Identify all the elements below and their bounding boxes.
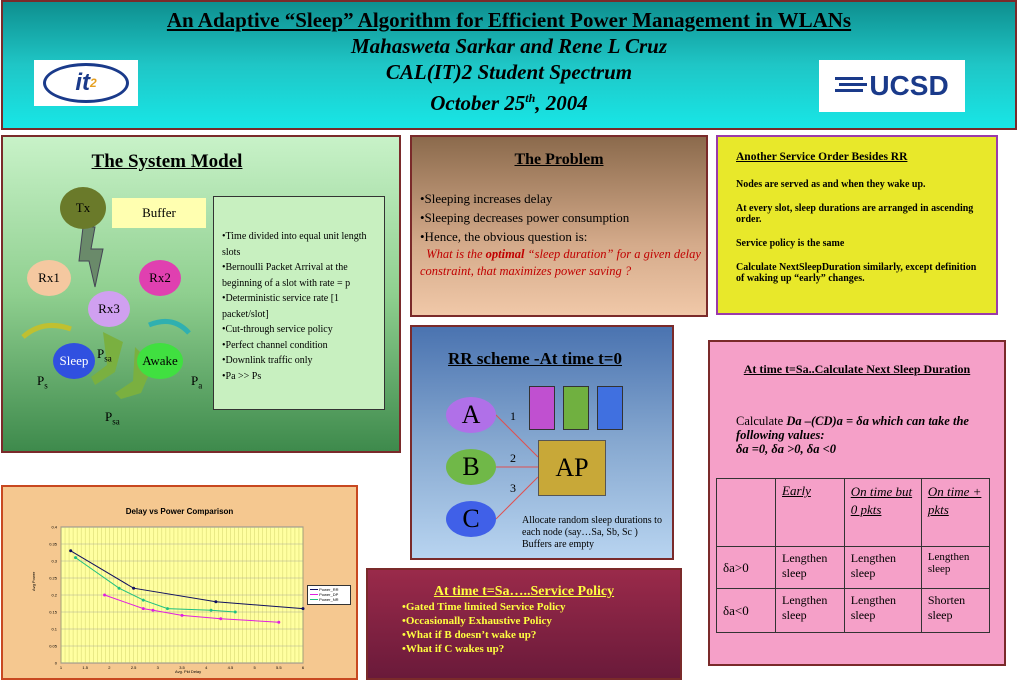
rr-scheme-title: RR scheme -At time t=0 (448, 349, 622, 368)
x-tick-label: 1 (59, 665, 63, 670)
poster-authors: Mahasweta Sarkar and Rene L Cruz (350, 34, 668, 58)
rx3-node: Rx3 (88, 291, 130, 327)
link-line (496, 477, 538, 519)
link-number: 1 (510, 409, 516, 423)
x-tick-label: 1.5 (82, 665, 88, 670)
data-point (302, 607, 305, 610)
assumption-item: •Pa >> Ps (222, 370, 262, 382)
tx-node: Tx (60, 187, 106, 229)
y-tick-label: 0.2 (51, 592, 57, 598)
data-point (219, 617, 222, 620)
y-tick-label: 0.25 (49, 575, 57, 581)
calc-panel (708, 340, 1006, 666)
chart-xlabel: Avg. Pkt Delay (175, 669, 202, 674)
y-tick-label: 0.15 (49, 609, 57, 615)
y-tick-label: 0.05 (49, 643, 57, 649)
policy-item: •Gated Time limited Service Policy (402, 601, 566, 613)
another-order-line: Service policy is the same (736, 238, 845, 249)
data-point (166, 607, 169, 610)
table-row: δa<0 Lengthen sleep Lengthen sleep Shorten sleep (717, 589, 990, 633)
x-tick-label: 6 (301, 665, 305, 670)
another-order-panel (716, 135, 998, 315)
data-point (210, 609, 213, 612)
assumption-item: •Downlink traffic only (222, 355, 313, 366)
data-point (103, 594, 106, 597)
rr-scheme-panel (410, 325, 674, 560)
ucsd-emblem-icon (835, 74, 869, 98)
lightning-icon (79, 227, 103, 287)
assumption-item: •Bernoulli Packet Arrival at the beginning of a slot with rate = p (222, 262, 351, 289)
another-order-line: Calculate NextSleepDuration similarly, except definition of waking up “early” changes. (736, 262, 977, 284)
data-point (142, 599, 145, 602)
pa-label: $P_a$ (191, 373, 203, 391)
data-point (234, 611, 237, 614)
poster-title: An Adaptive “Sleep” Algorithm for Efficient Power Management in WLANs (166, 8, 852, 32)
problem-panel (410, 135, 708, 317)
y-tick-label: 0.3 (51, 558, 57, 564)
rr-note: Allocate random sleep durations to each node (say…Sa, Sb, Sc ) Buffers are empty (522, 515, 662, 550)
buffer-b (563, 386, 589, 430)
delay-power-chart-panel (1, 485, 358, 680)
another-order-title: Another Service Order Besides RR (736, 151, 908, 163)
x-tick-label: 5 (253, 665, 256, 670)
legend-entry: Power_RR (310, 587, 348, 592)
data-point (142, 607, 145, 610)
calc-formula: Calculate Da –(CD)a = δa which can take the following values: δa =0, δa >0, δa <0 (736, 414, 969, 456)
buffer-box: Buffer (112, 198, 206, 228)
x-tick-label: 3 (156, 665, 159, 670)
table-header (717, 479, 776, 547)
data-point (69, 549, 72, 552)
data-point (132, 587, 135, 590)
y-tick-label: 0.35 (49, 541, 57, 547)
link-number: 3 (510, 481, 516, 495)
problem-item: •Sleeping increases delay (420, 191, 553, 206)
assumption-item: •Perfect channel condition (222, 339, 328, 351)
legend-entry: Power_DP (310, 592, 348, 597)
self-loop-arrow-icon (149, 321, 189, 333)
assumption-item: •Cut-through service policy (222, 324, 333, 335)
problem-item: •Sleeping decreases power consumption (420, 210, 630, 225)
service-policy-title: At time t=Sa…..Service Policy (433, 584, 615, 599)
y-tick-label: 0.4 (51, 524, 57, 530)
legend-entry: Power_NR (310, 597, 348, 602)
table-header: Early (776, 479, 845, 547)
chart-ylabel: Avg Power (31, 571, 36, 591)
x-tick-label: 5.5 (276, 665, 282, 670)
buffer-c (597, 386, 623, 430)
chart-legend (307, 585, 351, 605)
table-header: On time but 0 pkts (844, 479, 921, 547)
table-header: On time + pkts (921, 479, 989, 547)
table-row: δa>0 Lengthen sleep Lengthen sleep Lengthen sleep (717, 547, 990, 589)
another-order-line: Nodes are served as and when they wake up. (736, 179, 926, 190)
rx2-node: Rx2 (139, 260, 181, 296)
node-b: B (446, 449, 496, 485)
x-tick-label: 4.5 (227, 665, 234, 670)
assumption-item: •Deterministic service rate [1 packet/slot] (222, 293, 340, 320)
policy-item: •Occasionally Exhaustive Policy (402, 615, 552, 627)
calc-title: At time t=Sa..Calculate Next Sleep Duration (743, 362, 971, 376)
x-tick-label: 4 (205, 665, 208, 670)
system-model-title: The System Model (91, 151, 243, 172)
link-number: 2 (510, 451, 516, 465)
awake-state: Awake (137, 343, 183, 379)
poster-date: October 25th, 2004 (430, 91, 588, 115)
sleep-state: Sleep (53, 343, 95, 379)
access-point: AP (538, 440, 606, 496)
calit2-logo: it 2 (34, 60, 138, 106)
psa-top-label: $P_{sa}$ (97, 346, 112, 364)
data-point (214, 600, 217, 603)
ucsd-logo: UCSD (819, 60, 965, 112)
x-tick-label: 3.5 (179, 665, 185, 670)
buffer-a (529, 386, 555, 430)
data-point (74, 556, 77, 559)
ps-label: $P_s$ (37, 373, 48, 391)
poster-venue: CAL(IT)2 Student Spectrum (385, 60, 633, 84)
data-point (277, 621, 280, 624)
self-loop-arrow-icon (23, 325, 71, 337)
data-point (118, 587, 121, 590)
service-policy-panel (366, 568, 682, 680)
assumption-item: •Time divided into equal unit length slots (222, 231, 367, 258)
sleep-decision-table (716, 478, 990, 633)
data-point (151, 609, 154, 612)
x-tick-label: 2 (108, 665, 111, 670)
delay-power-chart (3, 487, 356, 678)
x-tick-label: 2.5 (130, 665, 137, 670)
policy-item: •What if C wakes up? (402, 643, 505, 655)
y-tick-label: 0.1 (51, 626, 57, 632)
data-point (181, 614, 184, 617)
chart-title: Delay vs Power Comparison (125, 507, 234, 516)
rx1-node: Rx1 (27, 260, 71, 296)
another-order-line: At every slot, sleep durations are arranged in ascending order. (736, 203, 974, 225)
node-c: C (446, 501, 496, 537)
node-a: A (446, 397, 496, 433)
problem-title: The Problem (514, 151, 604, 168)
policy-item: •What if B doesn’t wake up? (402, 629, 537, 641)
y-tick-label: 0 (54, 660, 57, 666)
psa-bottom-label: $P_{sa}$ (105, 409, 120, 427)
problem-item: •Hence, the obvious question is: (420, 229, 588, 244)
problem-question: What is the optimal “sleep duration” for a given delay constraint, that maximizes power saving ? (420, 247, 701, 278)
system-assumptions-box (213, 196, 385, 410)
